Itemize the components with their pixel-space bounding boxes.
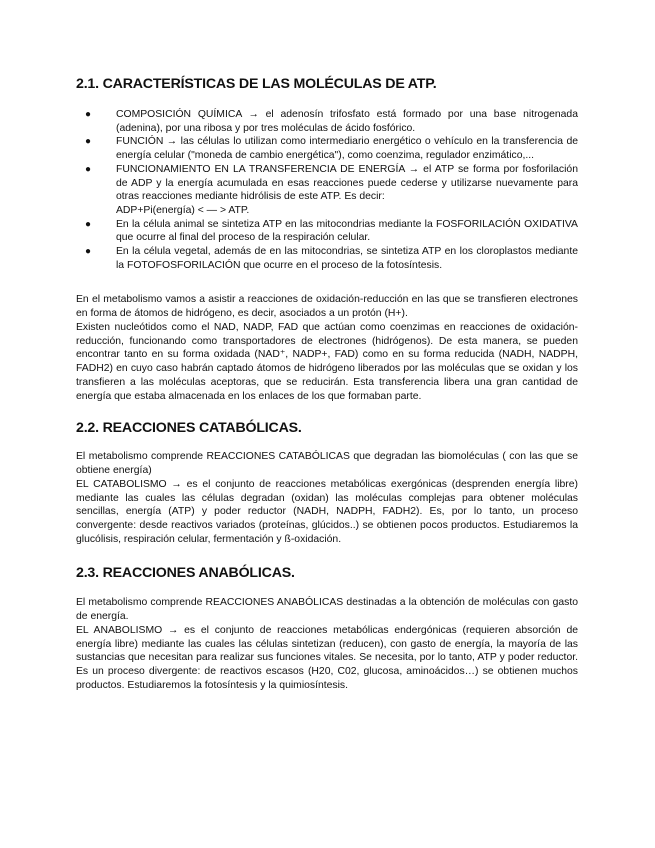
bullet-icon: ●	[85, 109, 92, 120]
paragraph-catabolism: EL CATABOLISMO → es el conjunto de reacciones metabólicas exergónicas (desprenden energía libre) mediante las cuales las células degradan (oxidan) las moléculas complejas para obtener moléculas sencillas, energía (ATP) y poder reductor (NADH, NADPH, FADH2). Es, por lo tanto, un proceso convergente: desde reactivos variados (proteínas, glúcidos..) se obtienen pocos productos. Estudiaremos la glucólisis, respiración celular, fermentación y ß-oxidación.	[76, 479, 578, 545]
section-heading-2-3: 2.3. REACCIONES ANABÓLICAS.	[76, 565, 295, 581]
list-item-text: FUNCIONAMIENTO EN LA TRANSFERENCIA DE ENERGÍA → el ATP se forma por fosforilación de ADP y la energía acumulada en esas reacciones puede cederse y utilizarse nuevamente para otras reacciones mediante hidrólisis de este ATP. Es decir:	[116, 163, 578, 203]
list-item-text: COMPOSICIÓN QUÍMICA → el adenosín trifosfato está formado por una base nitrogenada (adenina), por una ribosa y por tres moléculas de ácido fosfórico.	[116, 109, 578, 134]
list-item	[76, 218, 578, 245]
list-item	[76, 135, 578, 162]
bullet-icon: ●	[85, 218, 92, 230]
atp-characteristics-list	[76, 108, 578, 272]
bullet-icon: ●	[85, 163, 92, 175]
paragraph-anabolism: EL ANABOLISMO → es el conjunto de reacciones metabólicas endergónicas (requieren absorción de energía libre) mediante las cuales las células sintetizan (reducen), con gasto de energía, la mayoría de las sustancias que necesitan para realizar sus funciones vitales. Se necesita, por lo tanto, ATP y poder reductor. Es un proceso divergente: de reactivos escasos (H20, C02, glucosa, aminoácidos…) se obtienen muchos productos. Estudiaremos la fotosíntesis y la quimiosíntesis.	[76, 625, 578, 691]
section-heading-2-1: 2.1. CARACTERÍSTICAS DE LAS MOLÉCULAS DE ATP.	[76, 76, 437, 92]
paragraph-nucleotides: Existen nucleótidos como el NAD, NADP, FAD que actúan como coenzimas en reacciones de oxidación-reducción, funcionando como transportadores de electrones (hidrógenos). De esta manera, se pueden encontrar tanto en su forma oxidada (NAD⁺, NADP+, FAD) como en su forma reducida (NADH, NADPH, FADH2) en cuyo caso habrán captado átomos de hidrógeno liberados por las moléculas que se oxidan y los transfieren a las moléculas aceptoras, que se reducirán. Esta transferencia libera una gran cantidad de energía que estaba almacenada en los enlaces de los que formaban parte.	[76, 322, 578, 402]
list-item	[76, 245, 578, 272]
list-item-text: FUNCIÓN → las células lo utilizan como intermediario energético o vehículo en la transferencia de energía celular ("moneda de cambio energética"), como coenzima, regulador enzimático,...	[116, 136, 578, 162]
bullet-icon: ●	[85, 246, 92, 258]
paragraph-catabolic-intro: El metabolismo comprende REACCIONES CATABÓLICAS que degradan las biomoléculas ( con las que se obtiene energía)	[76, 451, 578, 476]
atp-equation: ADP+Pi(energía) < — > ATP.	[116, 204, 250, 216]
list-item	[76, 108, 578, 135]
list-item-text: En la célula animal se sintetiza ATP en las mitocondrias mediante la FOSFORILACIÓN OXIDATIVA que ocurre al final del proceso de la respiración celular.	[116, 218, 578, 244]
list-item	[76, 163, 578, 218]
bullet-icon: ●	[85, 136, 92, 148]
paragraph-anabolic-intro: El metabolismo comprende REACCIONES ANABÓLICAS destinadas a la obtención de moléculas con gasto de energía.	[76, 597, 578, 622]
list-item-text: En la célula vegetal, además de en las mitocondrias, se sintetiza ATP en los cloroplastos mediante la FOTOFOSFORILACIÓN que ocurre en el proceso de la fotosíntesis.	[116, 246, 578, 271]
paragraph-redox: En el metabolismo vamos a asistir a reacciones de oxidación-reducción en las que se transfieren electrones en forma de átomos de hidrógeno, es decir, asociados a un protón (H+).	[76, 294, 578, 319]
section-heading-2-2: 2.2. REACCIONES CATABÓLICAS.	[76, 420, 302, 436]
